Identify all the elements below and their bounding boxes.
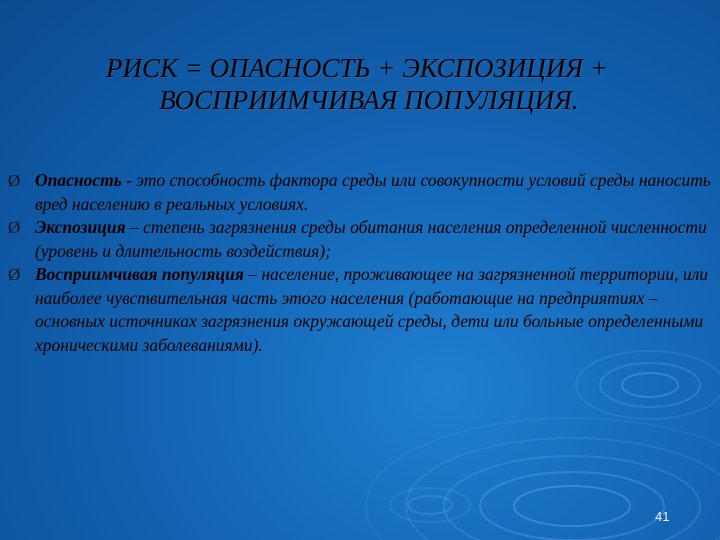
- bullet-arrow-icon: Ø: [8, 265, 21, 284]
- list-item-exposure: [8, 216, 714, 263]
- term-exposure: Экспозиция: [35, 217, 126, 237]
- list-item-susceptible-population: [8, 263, 714, 357]
- definition-exposure: – степень загрязнения среды обитания населения определенной численности (уровень и длительность воздействия);: [35, 217, 707, 261]
- definition-list: [8, 169, 714, 357]
- bullet-arrow-icon: Ø: [8, 218, 21, 237]
- term-susceptible-population: Восприимчивая популяция: [35, 264, 244, 284]
- bullet-arrow-icon: Ø: [8, 171, 21, 190]
- list-item-hazard: [8, 169, 714, 216]
- definition-susceptible-population: – население, проживающее на загрязненной территории, или наиболее чувствительная часть этого населения (работающие на предприятиях – основных источниках загрязнения окружающей среды, дети или больные определенными хроническими заболеваниями).: [35, 264, 708, 355]
- title-line-1: РИСК = ОПАСНОСТЬ + ЭКСПОЗИЦИЯ +: [105, 53, 609, 83]
- title-line-2: ВОСПРИИМЧИВАЯ ПОПУЛЯЦИЯ.: [159, 85, 579, 115]
- slide-title: [0, 52, 720, 116]
- definition-hazard: - это способность фактора среды или совокупности условий среды наносить вред населению в реальных условиях.: [35, 170, 711, 214]
- term-hazard: Опасность: [35, 170, 122, 190]
- page-number: 41: [655, 509, 670, 524]
